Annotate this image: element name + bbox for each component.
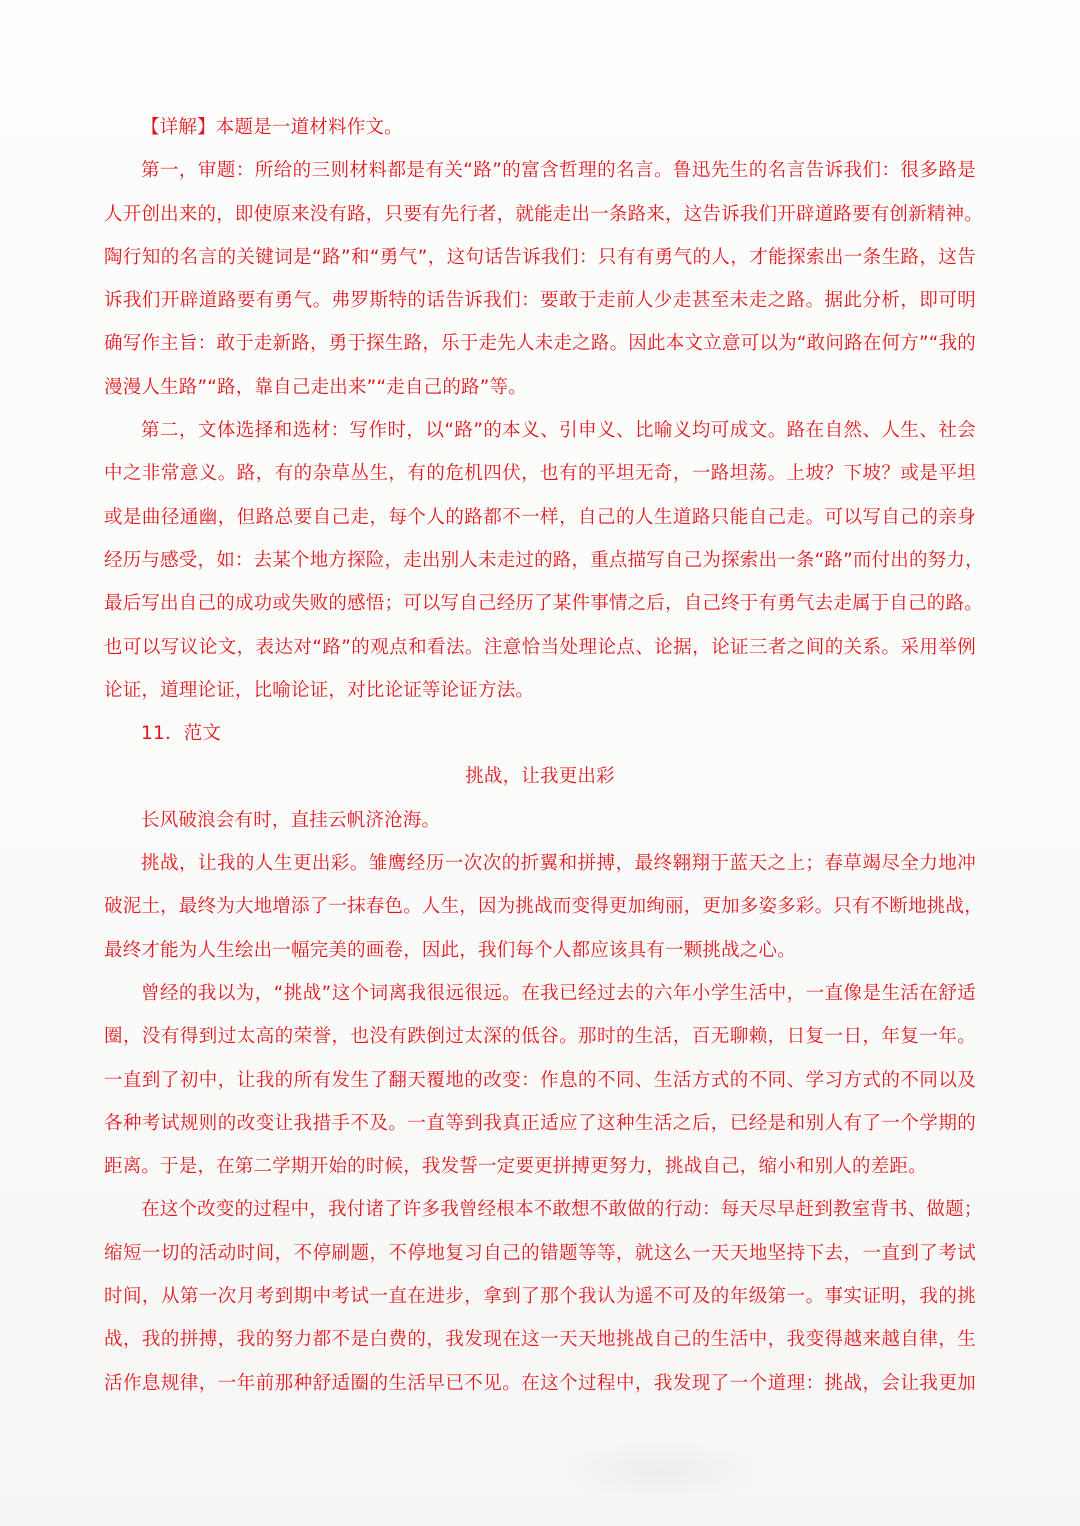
paragraph-line: 活作息规律，一年前那种舒适圈的生活早已不见。在这个过程中，我发现了一个道理：挑战，会让我更加 — [104, 1372, 976, 1394]
detail-heading: 【详解】本题是一道材料作文。 — [141, 117, 403, 138]
paragraph-line: 第一，审题：所给的三则材料都是有关“路”的富含哲理的名言。鲁迅先生的名言告诉我们：很多路是 — [141, 160, 976, 182]
essay-title: 挑战，让我更出彩 — [465, 766, 615, 788]
paragraph-line: 也可以写议论文，表达对“路”的观点和看法。注意恰当处理论点、论据，论证三者之间的关系。采用举例 — [104, 636, 976, 658]
paragraph-line: 战，我的拼搏，我的努力都不是白费的，我发现在这一天天地挑战自己的生活中，我变得越来越自律，生 — [104, 1329, 976, 1351]
paragraph-line: 或是曲径通幽，但路总要自己走，每个人的路都不一样，自己的人生道路只能自己走。可以写自己的亲身 — [104, 506, 976, 528]
paragraph-line: 破泥土，最终为大地增添了一抹春色。人生，因为挑战而变得更加绚丽，更加多姿多彩。只有不断地挑战， — [104, 896, 983, 918]
paper-smudge — [560, 1440, 760, 1500]
paragraph-line: 论证，道理论证，比喻论证，对比论证等论证方法。 — [104, 679, 535, 701]
paragraph-line: 曾经的我以为，“挑战”这个词离我很远很远。在我已经过去的六年小学生活中，一直像是生活在舒适 — [141, 982, 976, 1004]
paragraph-line: 陶行知的名言的关键词是“路”和“勇气”，这句话告诉我们：只有有勇气的人，才能探索出一条生路，这告 — [104, 246, 976, 268]
paragraph-line: 第二，文体选择和选材：写作时，以“路”的本义、引申义、比喻义均可成文。路在自然、人生、社会 — [141, 420, 976, 442]
paragraph-line: 距离。于是，在第二学期开始的时候，我发誓一定要更拼搏更努力，挑战自己，缩小和别人的差距。 — [104, 1156, 927, 1178]
paragraph-line: 最终才能为人生绘出一幅完美的画卷，因此，我们每个人都应该具有一颗挑战之心。 — [104, 939, 796, 961]
paragraph-line: 一直到了初中，让我的所有发生了翻天覆地的改变：作息的不同、生活方式的不同、学习方式的不同以及 — [104, 1069, 976, 1091]
paragraph-line: 圈，没有得到过太高的荣誉，也没有跌倒过太深的低谷。那时的生活，百无聊赖，日复一日，年复一年。 — [104, 1026, 976, 1048]
paragraph-line: 漫漫人生路”“路，靠自己走出来”“走自己的路”等。 — [104, 376, 527, 398]
paragraph-line: 缩短一切的活动时间，不停刷题，不停地复习自己的错题等等，就这么一天天地坚持下去，一直到了考试 — [104, 1242, 976, 1264]
paragraph-line: 在这个改变的过程中，我付诸了许多我曾经根本不敢想不敢做的行动：每天尽早赶到教室背书、做题； — [141, 1199, 983, 1221]
paragraph-line: 中之非常意义。路，有的杂草丛生，有的危机四伏，也有的平坦无奇，一路坦荡。上坡？下坡？或是平坦 — [104, 463, 976, 485]
paragraph-line: 挑战，让我的人生更出彩。雏鹰经历一次次的折翼和拼搏，最终翱翔于蓝天之上；春草竭尽全力地冲 — [141, 853, 976, 875]
section-heading: 11．范文 — [141, 723, 222, 745]
paragraph-line: 长风破浪会有时，直挂云帆济沧海。 — [141, 809, 441, 831]
paragraph-line: 人开创出来的，即使原来没有路，只要有先行者，就能走出一条路来，这告诉我们开辟道路要有创新精神。 — [104, 203, 983, 225]
paragraph-line: 时间，从第一次月考到期中考试一直在进步，拿到了那个我认为遥不可及的年级第一。事实证明，我的挑 — [104, 1286, 976, 1308]
document-body — [104, 106, 984, 1405]
paragraph-line: 确写作主旨：敢于走新路，勇于探生路，乐于走先人未走之路。因此本文立意可以为“敢问路在何方”“我的 — [104, 333, 976, 355]
paragraph-line: 各种考试规则的改变让我措手不及。一直等到我真正适应了这种生活之后，已经是和别人有了一个学期的 — [104, 1112, 976, 1134]
paragraph-line: 经历与感受，如：去某个地方探险，走出别人未走过的路，重点描写自己为探索出一条“路”而付出的努力， — [104, 549, 984, 571]
paragraph-line: 最后写出自己的成功或失败的感悟；可以写自己经历了某件事情之后，自己终于有勇气去走属于自己的路。 — [104, 593, 983, 615]
paragraph-line: 诉我们开辟道路要有勇气。弗罗斯特的话告诉我们：要敢于走前人少走甚至未走之路。据此分析，即可明 — [104, 290, 976, 312]
